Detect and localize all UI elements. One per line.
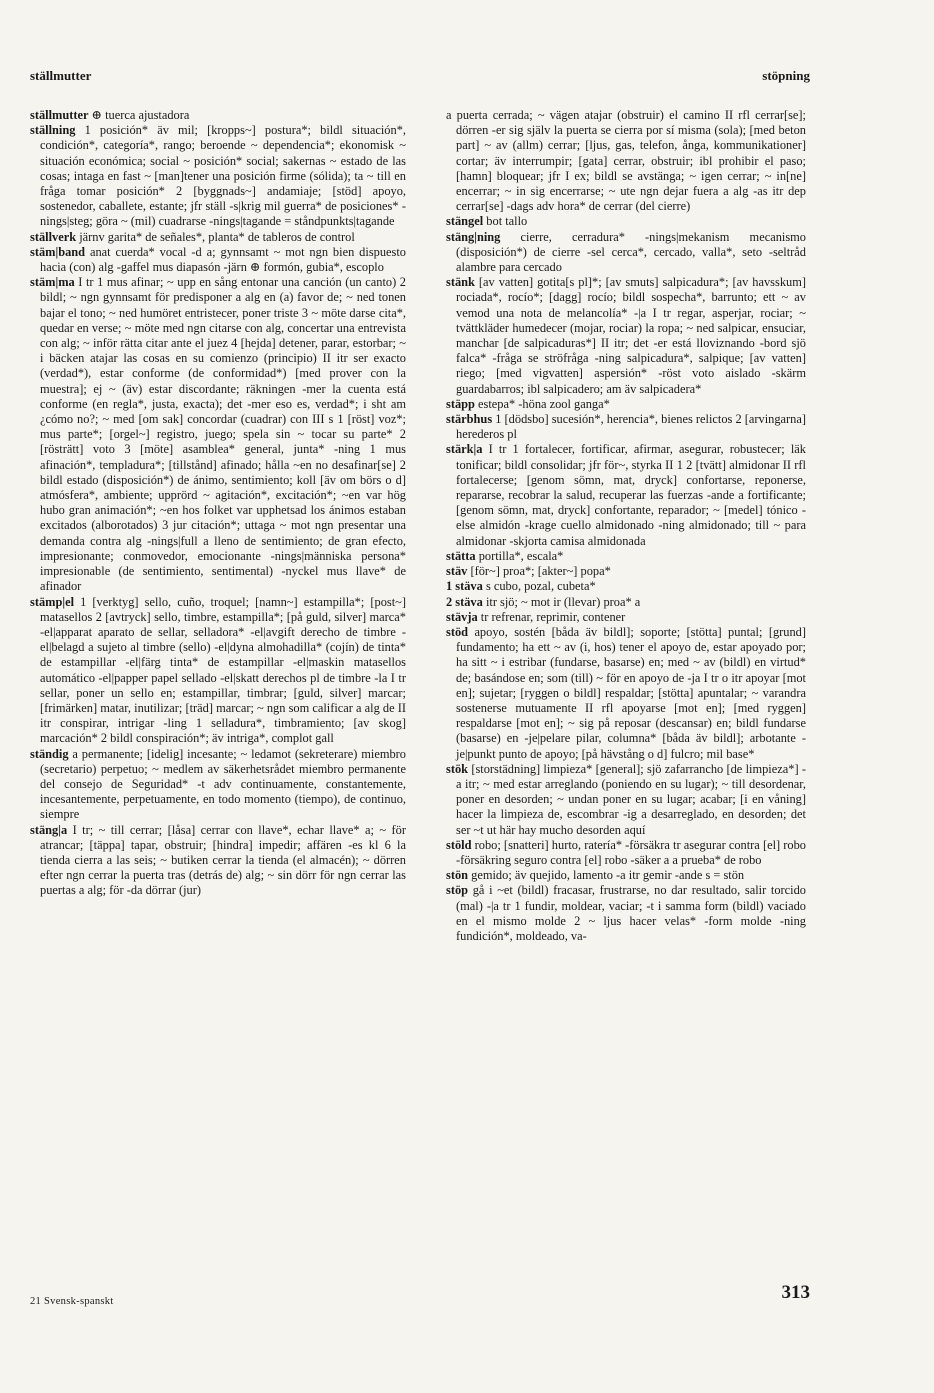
entry-definition: 1 [verktyg] sello, cuño, troquel; [namn~] estampilla*; [post~] matasellos 2 [avtryck] sello, timbre, estampilla*; [på guld, silver] marca* -el|apparat aparato de sellar, selladora* -el|avgift derecho de timbre -el|belagd a sujeto al timbre (sello) -el|dyna almohadilla* (cojín) de tinta* de estampillar -el|färg tinta* de estampillar -el|maskin matasellos automático -el|papper papel sellado -el|skatt derechos pl de timbre -la I tr sellar, poner un sello en; estampillar, timbrar; [guld, silver] marcar; [frimärken] matar, inutilizar; [träd] marcar; ~ ngn som calificar a alg de II itr conspirar, intrigar -ling 1 selladura*, timbramiento; [av skog] marcación* 2 bildl conspiración*; äv intriga*, complot gall xyxy=(40,594,406,746)
entry-headword: ställverk xyxy=(30,229,77,244)
entry-definition: apoyo, sostén [båda äv bildl]; soporte; [stötta] puntal; [grund] fundamento; ha ett ~ av (i, hos) tener el apoyo de, estar apoyado por; ha sitt ~ i estribar (fundarse, basarse) en; med ~ av (bildl) en virtud* de; basándose en; som (till) ~ för en apoyo de -ja I tr o itr apoyar [mot en]; sujetar; [ryggen o bildl] respaldar; [stötta] apuntalar; ~ varandra sostenerse mutuamente II rfl apoyarse [mot en]; [med ryggen] respaldarse [mot en]; ~ sig på reposar (descansar) en; bildl fundarse (basarse) en -je|pelare pilar, columna* [båda äv bildl]; arbotante -je|punkt punto de apoyo; [på hävstång o d] fulcro; mil base* xyxy=(456,624,806,761)
entry-definition: I tr; ~ till cerrar; [låsa] cerrar con llave*, echar llave* a; ~ för atrancar; [täppa] tapar, obstruir; [hindra] impedir; affären -es kl 6 la tienda cierra a las seis; ~ butiken cerrar la tienda (el almacén); ~ dörren efter ngn cerrar la puerta tras (detrás de) alg; ~ sin dörr för ngn cerrar las puertas a alg; för -da dörrar (jur) xyxy=(40,822,406,898)
entry-definition: portilla*, escala* xyxy=(478,548,564,563)
dictionary-entry xyxy=(446,625,806,762)
dictionary-entry xyxy=(446,579,806,594)
entry-definition: estepa* -höna zool ganga* xyxy=(478,396,610,411)
entry-definition: bot tallo xyxy=(486,214,528,229)
entry-definition: a puerta cerrada; ~ vägen atajar (obstruir) el camino II rfl cerrar[se]; dörren -er sig själv la puerta se cierra por sí misma (sola); [med beton part] ~ av (allm) cerrar; [ljus, gas, telefon, ånga, kommunikationer] cortar; äv interrumpir; [gata] cerrar, obstruir; ibl prohibir el paso; [hamn] bloquear; jfr I ex; bildl se avstänga; ~ igen cerrar; ~ in[ne] encerrar; ~ in sig encerrarse; ~ ute ngn dejar fuera a alg -as itr dep cerrar[se] -dags adv hora* de cerrar (del cierre) xyxy=(446,108,806,214)
entry-headword: stängel xyxy=(446,214,484,229)
entry-definition: 1 posición* äv mil; [kropps~] postura*; bildl situación*, condición*, categoría*, rango; beroende ~ dependencia*; ekonomisk ~ situación económica; social ~ posición* social; sakernas ~ estado de las cosas; intaga en fast ~ [man]tener una posición firme (sólida); ta ~ till en fråga tomar posición* 2 [byggnads~] andamiaje; [stöd] apoyo, sostenedor, caballete, estante; jfr ställ -s|krig mil guerra* de posiciones* -nings|steg; göra ~ (mil) cuadrarse -nings|tagande = ståndpunkts|tagande xyxy=(40,123,406,229)
entry-definition: I tr 1 fortalecer, fortificar, afirmar, asegurar, robustecer; läk tonificar; bildl consolidar; jfr för~, styrka II 1 2 [tvätt] almidonar II rfl fortalecerse; [genom sömn, mat, dryck] confortarse, reponerse, repararse, recobrar la salud, recuperar las fuerzas -ande a fortificante; [genom sömn, mat, dryck] confortante, reparador; ~ [medel] tónico -else almidón -krage cuello almidonado -ning almidonado; till ~ para almidonar -skjorta camisa almidonada xyxy=(456,442,806,548)
entry-headword: ständig xyxy=(30,746,69,761)
dictionary-entry xyxy=(446,838,806,868)
dictionary-entry xyxy=(446,442,806,548)
entry-definition: I tr 1 mus afinar; ~ upp en sång entonar una canción (un canto) 2 bildl; ~ ngn gynnsamt för predisponer a alg en (a) favor de; ~ ned tonen bajar el tono; ~ ned humöret entristecer, poner triste 3 ~ möte darse cita*, quedar en verse; ~ möte med ngn citarse con alg, concertar una entrevista con alg; ~ inför rätta citar ante el juez 4 [hejda] detener, parar, estorbar; ~ i bäcken atajar las cosas en su comienzo (principio) II itr ser exacto (verdad*), estar conforme (de conformidad*) [med prover con la muestra]; ej ~ (äv) estar discordante; räkningen -mer la cuenta está conforme (en regla*, justa, exacta); det -mer eso es, verdad*; i sht am ¿cómo no?; ~ med [om sak] concordar (cuadrar) con III s 1 [röst] voz*; mus parte*; [orgel~] registro, juego; spela sin ~ tocar su parte* 2 [rösträtt] voto 3 [möte] asamblea* general, junta* -ning 1 mus afinación*, templadura*; [tillstånd] afinado; hålla ~en no desafinar[se] 2 bildl estado (disposición*) de ánimo, sentimiento; koll [äv om börs o d] atmósfera*, ambiente; upprörd ~ agitación*, excitación*; ~en var hög hubo gran animación*; ~en hos folket var upphetsad los ánimos estaban excitados (alborotados) 3 jur citación*; uttaga ~ mot ngn presentar una demanda contra alg -nings|full a lleno de sentimiento; de gran efecto, impresionante; conmovedor, emocionante -nings|människa persona* impresionable (de sentimiento, sentimental) -nyckel mus llave* de afinador xyxy=(40,275,406,594)
running-head-left: ställmutter xyxy=(30,68,92,83)
entry-headword: stön xyxy=(446,868,469,883)
entry-headword: stök xyxy=(446,761,469,776)
entry-definition: 1 [dödsbo] sucesión*, herencia*, bienes relictos 2 [arvingarna] herederos pl xyxy=(456,412,806,442)
entry-headword: stärbhus xyxy=(446,412,493,427)
dictionary-entry xyxy=(446,762,806,838)
dictionary-entry xyxy=(30,747,406,823)
dictionary-entry xyxy=(446,275,806,397)
entry-headword: stänk xyxy=(446,275,475,290)
entry-definition: s cubo, pozal, cubeta* xyxy=(485,579,596,594)
entry-headword: stöld xyxy=(446,837,472,852)
entry-definition: anat cuerda* vocal -d a; gynnsamt ~ mot ngn bien dispuesto hacia (con) alg -gaffel mus diapasón -järn ⊕ formón, gubia*, escoplo xyxy=(40,244,406,275)
dictionary-entry xyxy=(30,230,406,245)
entry-headword: 1 stäva xyxy=(446,579,483,594)
entry-definition: tr refrenar, reprimir, contener xyxy=(480,609,626,624)
entry-definition: gå i ~et (bildl) fracasar, frustrarse, no dar resultado, salir torcido (mal) -|a tr 1 fundir, moldear, vaciar; -t i samma form (bildl) vaciado en el mismo molde 2 ~ ljus hacer velas* -form molde -ning fundición*, moldeado, va- xyxy=(456,883,806,943)
entry-headword: stöd xyxy=(446,624,469,639)
entry-definition: cierre, cerradura* -nings|mekanism mecanismo (disposición*) de cierre -sel cerca*, cercado, valla*, seto -seltråd alambre para cercado xyxy=(456,229,806,275)
entry-headword: stämp|el xyxy=(30,594,75,609)
entry-headword: stäv xyxy=(446,564,468,579)
entry-headword: ställning xyxy=(30,123,76,138)
dictionary-entry xyxy=(30,123,406,229)
entry-headword: stäpp xyxy=(446,396,475,411)
entry-headword: ställmutter xyxy=(30,108,89,122)
dictionary-entry xyxy=(446,397,806,412)
entry-headword: stäng|ning xyxy=(446,229,501,244)
entry-definition: [för~] proa*; [akter~] popa* xyxy=(470,564,611,579)
entry-headword: stäng|a xyxy=(30,822,68,837)
dictionary-entry xyxy=(446,549,806,564)
entry-headword: 2 stäva xyxy=(446,594,483,609)
dictionary-entry xyxy=(446,108,806,214)
entry-headword: stäm|band xyxy=(30,244,86,259)
entry-headword: stävja xyxy=(446,609,478,624)
printer-signature: 21 Svensk-spanskt xyxy=(30,1296,114,1307)
entry-definition: a permanente; [idelig] incesante; ~ ledamot (sekreterare) miembro (secretario) perpetuo; ~ medlem av säkerhetsrådet miembro permanente del consejo de Seguridad* -t adv continuamente, constantemente, incesantemente, perpetuamente, en todo momento (tiempo), de continuo, siempre xyxy=(40,746,406,822)
dictionary-entry xyxy=(30,108,406,123)
entry-definition: itr sjö; ~ mot ir (llevar) proa* a xyxy=(485,594,641,609)
page-number: 313 xyxy=(781,1282,810,1303)
dictionary-entry xyxy=(30,275,406,594)
dictionary-entry xyxy=(446,868,806,883)
entry-definition: [av vatten] gotita[s pl]*; [av smuts] salpicadura*; [av havsskum] rociada*, rocío*; [dagg] rocío; bildl sospecha*, barrunto; ett ~ av vemod una nota de melancolía* -|a I tr regar, asperjar, rociar; ~ tvättkläder humedecer (mojar, rociar) la ropa; ~ ned salpicar, ensuciar, manchar [de salpicaduras*] II itr; det -er está lloviznando -bord sjö falca* -fråga se ströfråga -ning salpicadura*, salpique; [av vatten] riego; [med vigvatten] aspersión* -röst voto aislado -skärm guardabarros; ibl salpicadero; am äv salpicadera* xyxy=(456,275,806,396)
dictionary-entry xyxy=(446,230,806,276)
entry-definition: robo; [snatteri] hurto, ratería* -försäkra tr asegurar contra [el] robo -försäkring seguro contra [el] robo -säker a a prueba* de robo xyxy=(456,837,806,867)
dictionary-entry xyxy=(30,823,406,899)
dictionary-entry xyxy=(446,610,806,625)
dictionary-entry xyxy=(446,214,806,229)
dictionary-entry xyxy=(446,595,806,610)
right-column xyxy=(446,108,806,1248)
entry-definition: [storstädning] limpieza* [general]; sjö zafarrancho [de limpieza*] -a itr; ~ med estar arreglando (poniendo en su lugar); ~ till desordenar, poner en desorden; ~ undan poner en su lugar; acabar; [i en våning] hacer la limpieza de, escombrar -ig a desarreglado, en desorden; det ser ~t ut här hay mucho desorden aquí xyxy=(456,761,806,837)
entry-headword: stätta xyxy=(446,548,476,563)
dictionary-entry xyxy=(30,595,406,747)
running-head-right: stöpning xyxy=(762,68,810,83)
dictionary-entry xyxy=(446,412,806,442)
entry-definition: gemido; äv quejido, lamento -a itr gemir -ande s = stön xyxy=(471,868,745,883)
dictionary-entry xyxy=(446,564,806,579)
dictionary-entry xyxy=(30,245,406,275)
dictionary-entry xyxy=(446,883,806,944)
entry-definition: ⊕ tuerca ajustadora xyxy=(91,108,190,122)
left-column xyxy=(30,108,406,1248)
entry-definition: järnv garita* de señales*, planta* de tableros de control xyxy=(79,229,355,244)
entry-headword: stärk|a xyxy=(446,442,483,457)
entry-headword: stäm|ma xyxy=(30,275,75,290)
entry-headword: stöp xyxy=(446,883,469,898)
